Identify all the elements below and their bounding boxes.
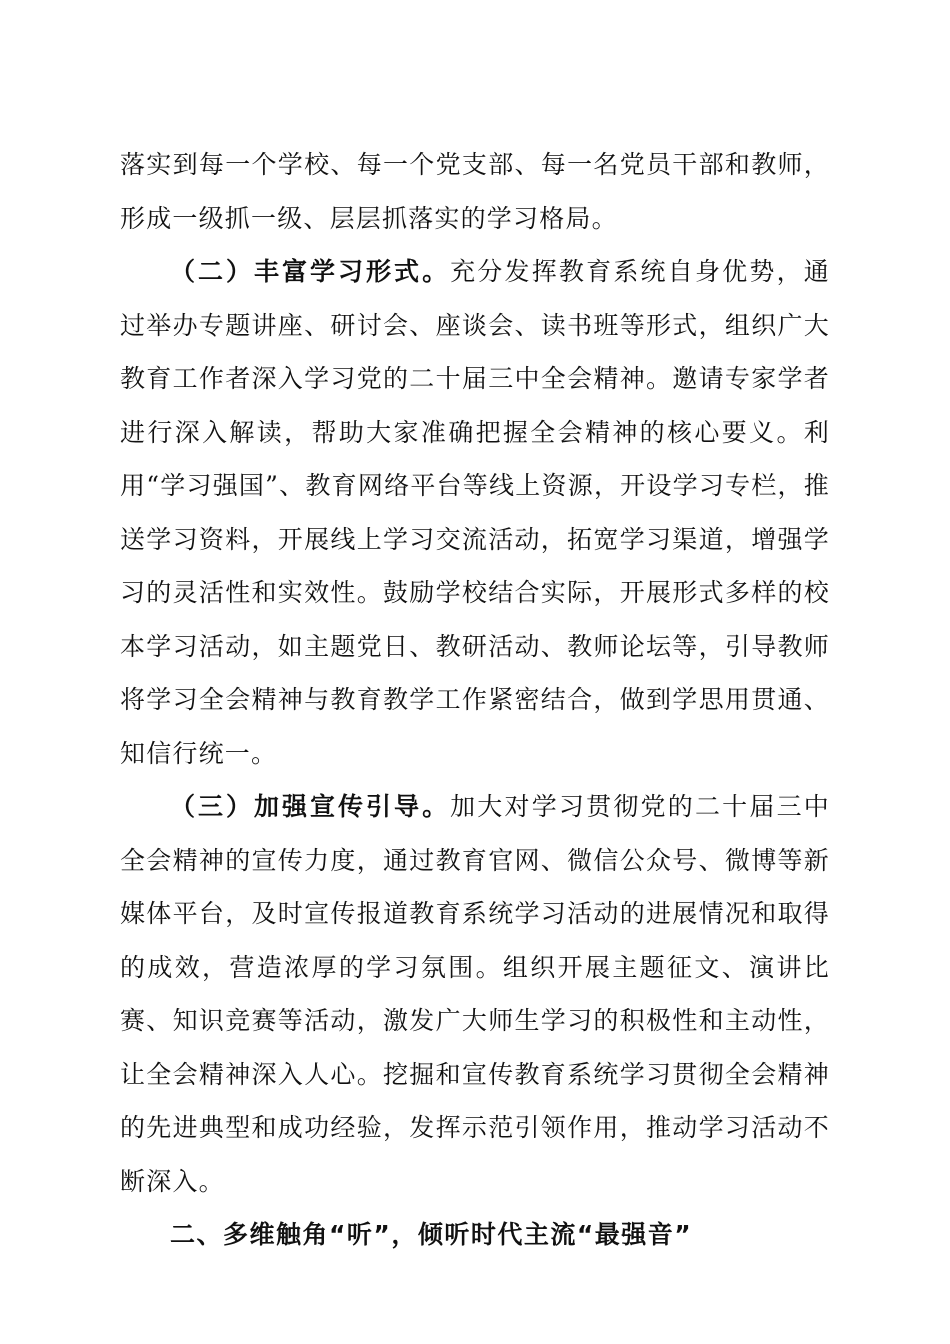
- paragraph-text: 落实到每一个学校、每一个党支部、每一名党员干部和教师，形成一级抓一级、层层抓落实的学习格局。: [120, 150, 830, 233]
- section-heading: 二、多维触角“听”，倾听时代主流“最强音”: [170, 1220, 693, 1249]
- paragraph-lead: （三）加强宣传引导。: [170, 792, 451, 821]
- paragraph-enrich-learning-forms: [120, 245, 830, 780]
- paragraph-text: 加大对学习贯彻党的二十届三中全会精神的宣传力度，通过教育官网、微信公众号、微博等新媒体平台，及时宣传报道教育系统学习活动的进展情况和取得的成效，营造浓厚的学习氛围。组织开展主题征文、演讲比赛、知识竞赛等活动，激发广大师生学习的积极性和主动性，让全会精神深入人心。挖掘和宣传教育系统学习贯彻全会精神的先进典型和成功经验，发挥示范引领作用，推动学习活动不断深入。: [120, 792, 830, 1196]
- paragraph-strengthen-publicity: [120, 780, 830, 1208]
- paragraph-lead: （二）丰富学习形式。: [170, 257, 451, 286]
- document-page: [120, 138, 830, 1262]
- paragraph-continuation: [120, 138, 830, 245]
- paragraph-text: 充分发挥教育系统自身优势，通过举办专题讲座、研讨会、座谈会、读书班等形式，组织广大教育工作者深入学习党的二十届三中全会精神。邀请专家学者进行深入解读，帮助大家准确把握全会精神的核心要义。利用“学习强国”、教育网络平台等线上资源，开设学习专栏，推送学习资料，开展线上学习交流活动，拓宽学习渠道，增强学习的灵活性和实效性。鼓励学校结合实际，开展形式多样的校本学习活动，如主题党日、教研活动、教师论坛等，引导教师将学习全会精神与教育教学工作紧密结合，做到学思用贯通、知信行统一。: [120, 257, 830, 768]
